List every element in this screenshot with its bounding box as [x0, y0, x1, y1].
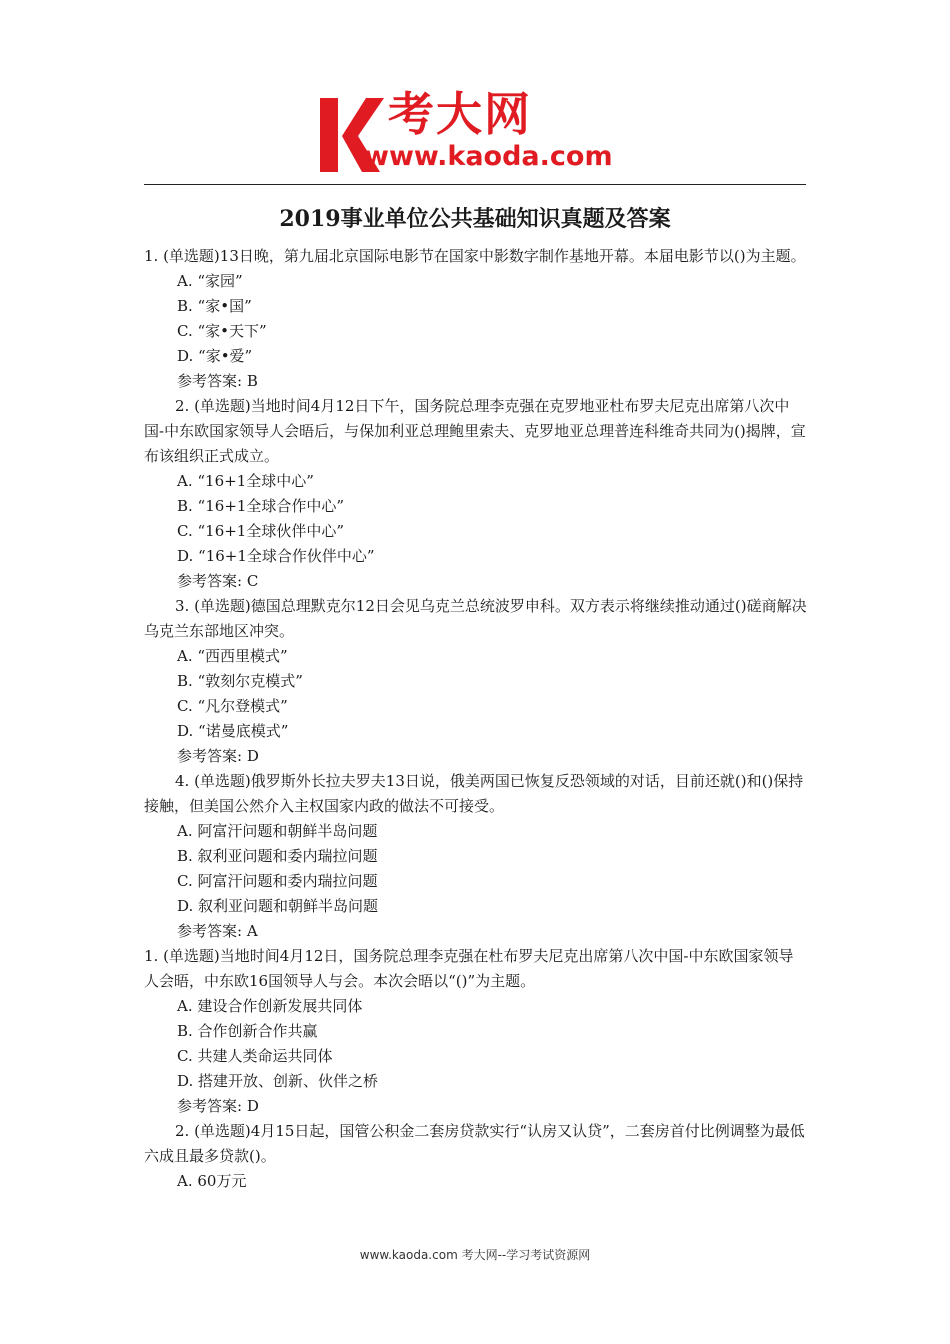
question-text: 2. (单选题)4月15日起，国管公积金二套房贷款实行“认房又认贷”，二套房首付比例调整为最低六成且最多贷款()。 [144, 1122, 805, 1165]
option: B. “16+1全球合作中心” [177, 497, 345, 515]
kaoda-logo [318, 88, 640, 180]
option: B. “家•国” [177, 297, 252, 315]
answer: 参考答案: A [177, 922, 258, 940]
option: D. “家•爱” [177, 347, 253, 365]
question-block [144, 944, 808, 1119]
option: A. “家园” [177, 272, 243, 290]
header-divider [144, 184, 806, 185]
option: D. “16+1全球合作伙伴中心” [177, 547, 375, 565]
question-text: 2. (单选题)当地时间4月12日下午，国务院总理李克强在克罗地亚杜布罗夫尼克出席第八次中国-中东欧国家领导人会晤后，与保加利亚总理鲍里索夫、克罗地亚总理普连科维奇共同为()揭牌，宣布该组织正式成立。 [144, 397, 806, 465]
answer: 参考答案: B [177, 372, 258, 390]
question-block [144, 394, 808, 594]
question-text: 1. (单选题)13日晚，第九届北京国际电影节在国家中影数字制作基地开幕。本届电影节以()为主题。 [144, 247, 806, 265]
question-text: 3. (单选题)德国总理默克尔12日会见乌克兰总统波罗申科。双方表示将继续推动通过()磋商解决乌克兰东部地区冲突。 [144, 597, 807, 640]
option: B. 合作创新合作共赢 [177, 1022, 318, 1040]
option: A. 阿富汗问题和朝鲜半岛问题 [177, 822, 378, 840]
question-block [144, 244, 808, 394]
answer: 参考答案: D [177, 1097, 259, 1115]
option: A. “西西里模式” [177, 647, 288, 665]
option: C. “家•天下” [177, 322, 267, 340]
question-block [144, 1119, 808, 1194]
option: A. 建设合作创新发展共同体 [177, 997, 363, 1015]
option: D. “诺曼底模式” [177, 722, 289, 740]
option: A. “16+1全球中心” [177, 472, 314, 490]
logo-url: www.kaoda.com [364, 141, 613, 172]
question-list [144, 244, 808, 1194]
option: C. “16+1全球伙伴中心” [177, 522, 345, 540]
option: D. 叙利亚问题和朝鲜半岛问题 [177, 897, 379, 915]
option: D. 搭建开放、创新、伙伴之桥 [177, 1072, 379, 1090]
question-text: 4. (单选题)俄罗斯外长拉夫罗夫13日说，俄美两国已恢复反恐领域的对话，目前还就()和()保持接触，但美国公然介入主权国家内政的做法不可接受。 [144, 772, 804, 815]
document-title: 2019事业单位公共基础知识真题及答案 [279, 206, 671, 232]
question-text: 1. (单选题)当地时间4月12日，国务院总理李克强在杜布罗夫尼克出席第八次中国-中东欧国家领导人会晤，中东欧16国领导人与会。本次会晤以“()”为主题。 [144, 947, 794, 990]
option: B. “敦刻尔克模式” [177, 672, 303, 690]
option: C. 共建人类命运共同体 [177, 1047, 333, 1065]
option: A. 60万元 [177, 1172, 247, 1190]
option: C. “凡尔登模式” [177, 697, 288, 715]
answer: 参考答案: D [177, 747, 259, 765]
option: C. 阿富汗问题和委内瑞拉问题 [177, 872, 378, 890]
question-block [144, 769, 808, 944]
page-footer: www.kaoda.com 考大网--学习考试资源网 [359, 1248, 591, 1262]
logo-title: 考大网 [388, 87, 532, 141]
option: B. 叙利亚问题和委内瑞拉问题 [177, 847, 378, 865]
question-block [144, 594, 808, 769]
answer: 参考答案: C [177, 572, 259, 590]
